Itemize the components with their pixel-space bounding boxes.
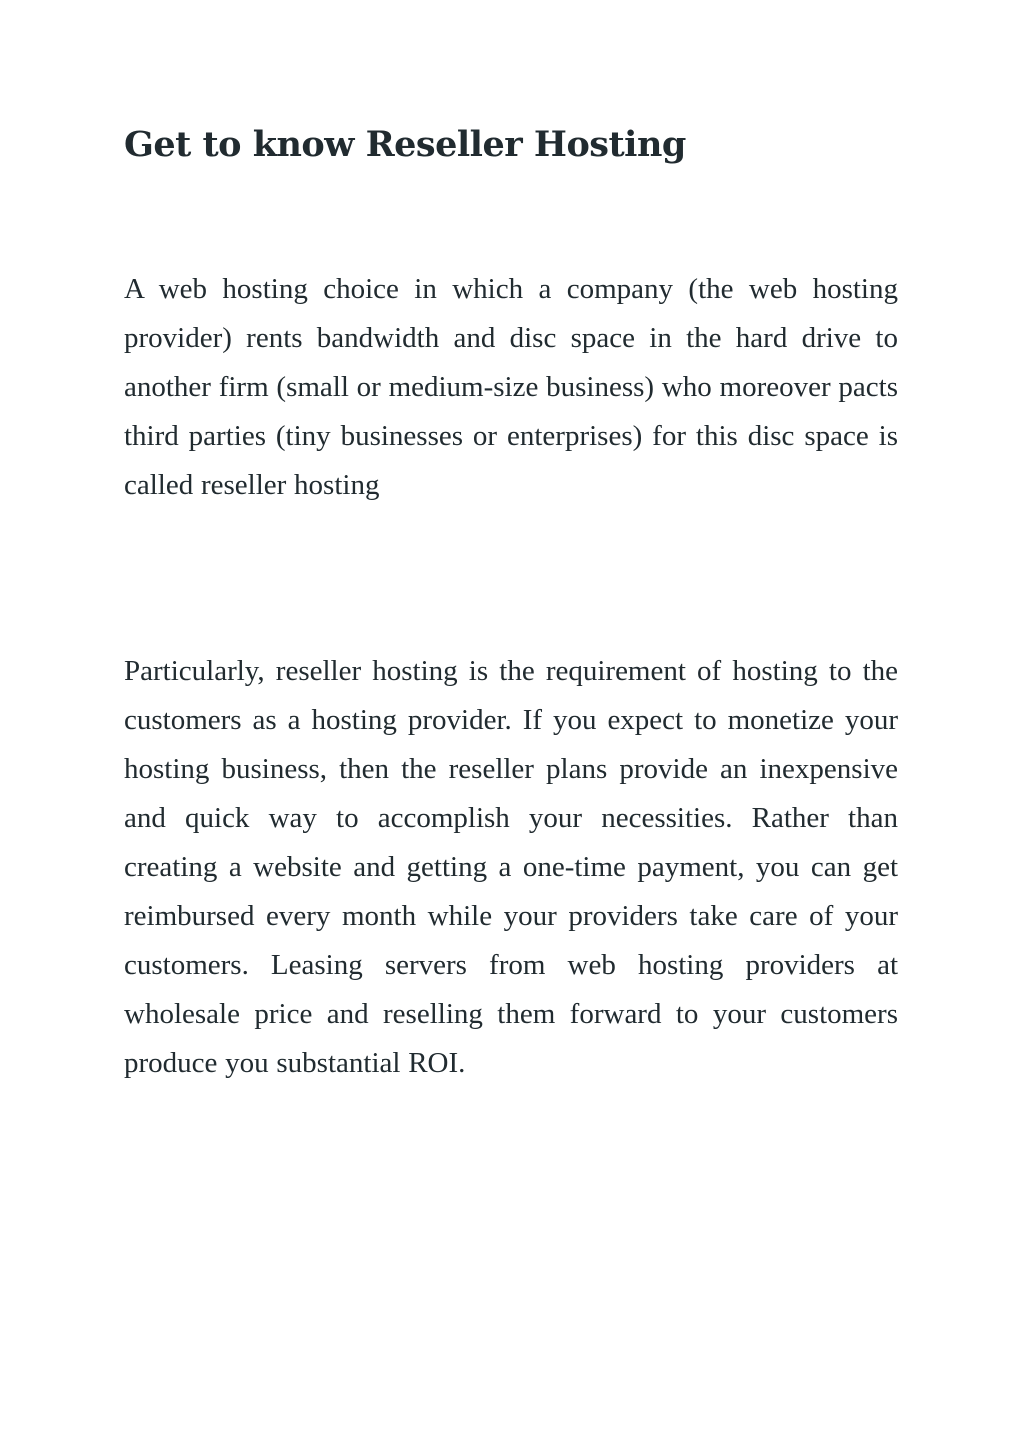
paragraph-intro: A web hosting choice in which a company (the web hosting provider) rents bandwidth and disc space in the hard drive to another firm (small or medium-size business) who moreover pacts third parties (tiny businesses or enterprises) for this disc space is called reseller hosting (124, 273, 898, 501)
paragraph-details: Particularly, reseller hosting is the requirement of hosting to the customers as a hosting provider. If you expect to monetize your hosting business, then the reseller plans provide an inexpensive and quick way to accomplish your necessities. Rather than creating a website and getting a one-time payment, you can get reimbursed every month while your providers take care of your customers. Leasing servers from web hosting providers at wholesale price and reselling them forward to your customers produce you substantial ROI. (124, 655, 898, 1079)
page-title: Get to know Reseller Hosting (124, 124, 686, 165)
